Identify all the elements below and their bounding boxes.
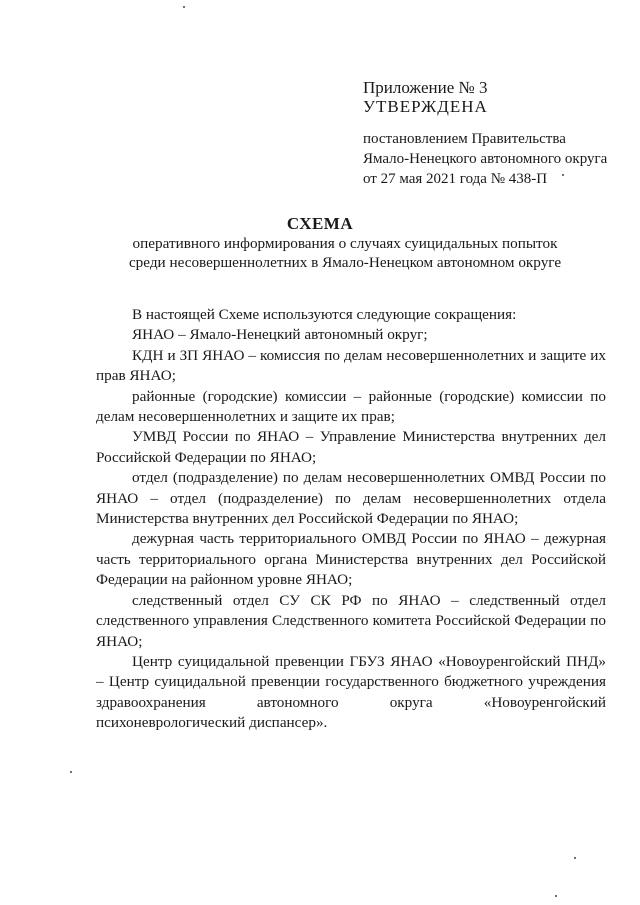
subtitle-line: среди несовершеннолетних в Ямало-Ненецком автономном округе xyxy=(128,254,562,271)
paragraph-abbreviation: УМВД России по ЯНАО – Управление Министерства внутренних дел Российской Федерации по ЯНАО; xyxy=(96,428,606,466)
paragraph-abbreviation: дежурная часть территориального ОМВД России по ЯНАО – дежурная часть территориального органа Министерства внутренних дел Российской Федерации на районном уровне ЯНАО; xyxy=(96,530,606,589)
paragraph-intro: В настоящей Схеме используются следующие сокращения: xyxy=(132,306,517,323)
subtitle-line: оперативного информирования о случаях суицидальных попыток xyxy=(132,235,558,252)
approval-basis xyxy=(363,129,633,189)
document-title: СХЕМА xyxy=(286,214,354,233)
scan-speck xyxy=(574,857,576,859)
paragraph-abbreviation: Центр суицидальной превенции ГБУЗ ЯНАО «Новоуренгойский ПНД» – Центр суицидальной превенции государственного бюджетного учреждения здравоохранения автономного округа «Новоуренгойский психоневрологический диспансер». xyxy=(96,652,606,732)
annex-number: Приложение № 3 xyxy=(363,78,488,97)
paragraph-abbreviation: КДН и ЗП ЯНАО – комиссия по делам несовершеннолетних и защите их прав ЯНАО; xyxy=(96,346,606,385)
paragraph-abbreviation: районные (городские) комиссии – районные (городские) комиссии по делам несовершеннолетних и защите их прав; xyxy=(96,387,606,426)
paragraph-abbreviation: ЯНАО – Ямало-Ненецкий автономный округ; xyxy=(132,326,428,344)
annex-header xyxy=(363,78,623,187)
document-body xyxy=(96,305,606,734)
paragraph-abbreviation: следственный отдел СУ СК РФ по ЯНАО – следственный отдел следственного управления Следственного комитета Российской Федерации по ЯНАО; xyxy=(96,591,606,650)
approval-basis-line: от 27 мая 2021 года № 438-П xyxy=(363,171,548,187)
scan-speck xyxy=(562,174,564,176)
approved-label: УТВЕРЖДЕНА xyxy=(363,97,488,116)
scan-speck xyxy=(70,771,72,773)
paragraph-abbreviation: отдел (подразделение) по делам несовершеннолетних ОМВД России по ЯНАО – отдел (подразделение) по делам несовершеннолетних отдела Министерства внутренних дел Российской Федерации по ЯНАО; xyxy=(96,469,606,528)
scan-speck xyxy=(555,895,557,897)
scan-speck xyxy=(183,6,185,8)
approval-basis-line: постановлением Правительства xyxy=(363,131,566,147)
approval-basis-line: Ямало-Ненецкого автономного округа xyxy=(363,151,608,167)
document-subtitle xyxy=(110,234,580,272)
